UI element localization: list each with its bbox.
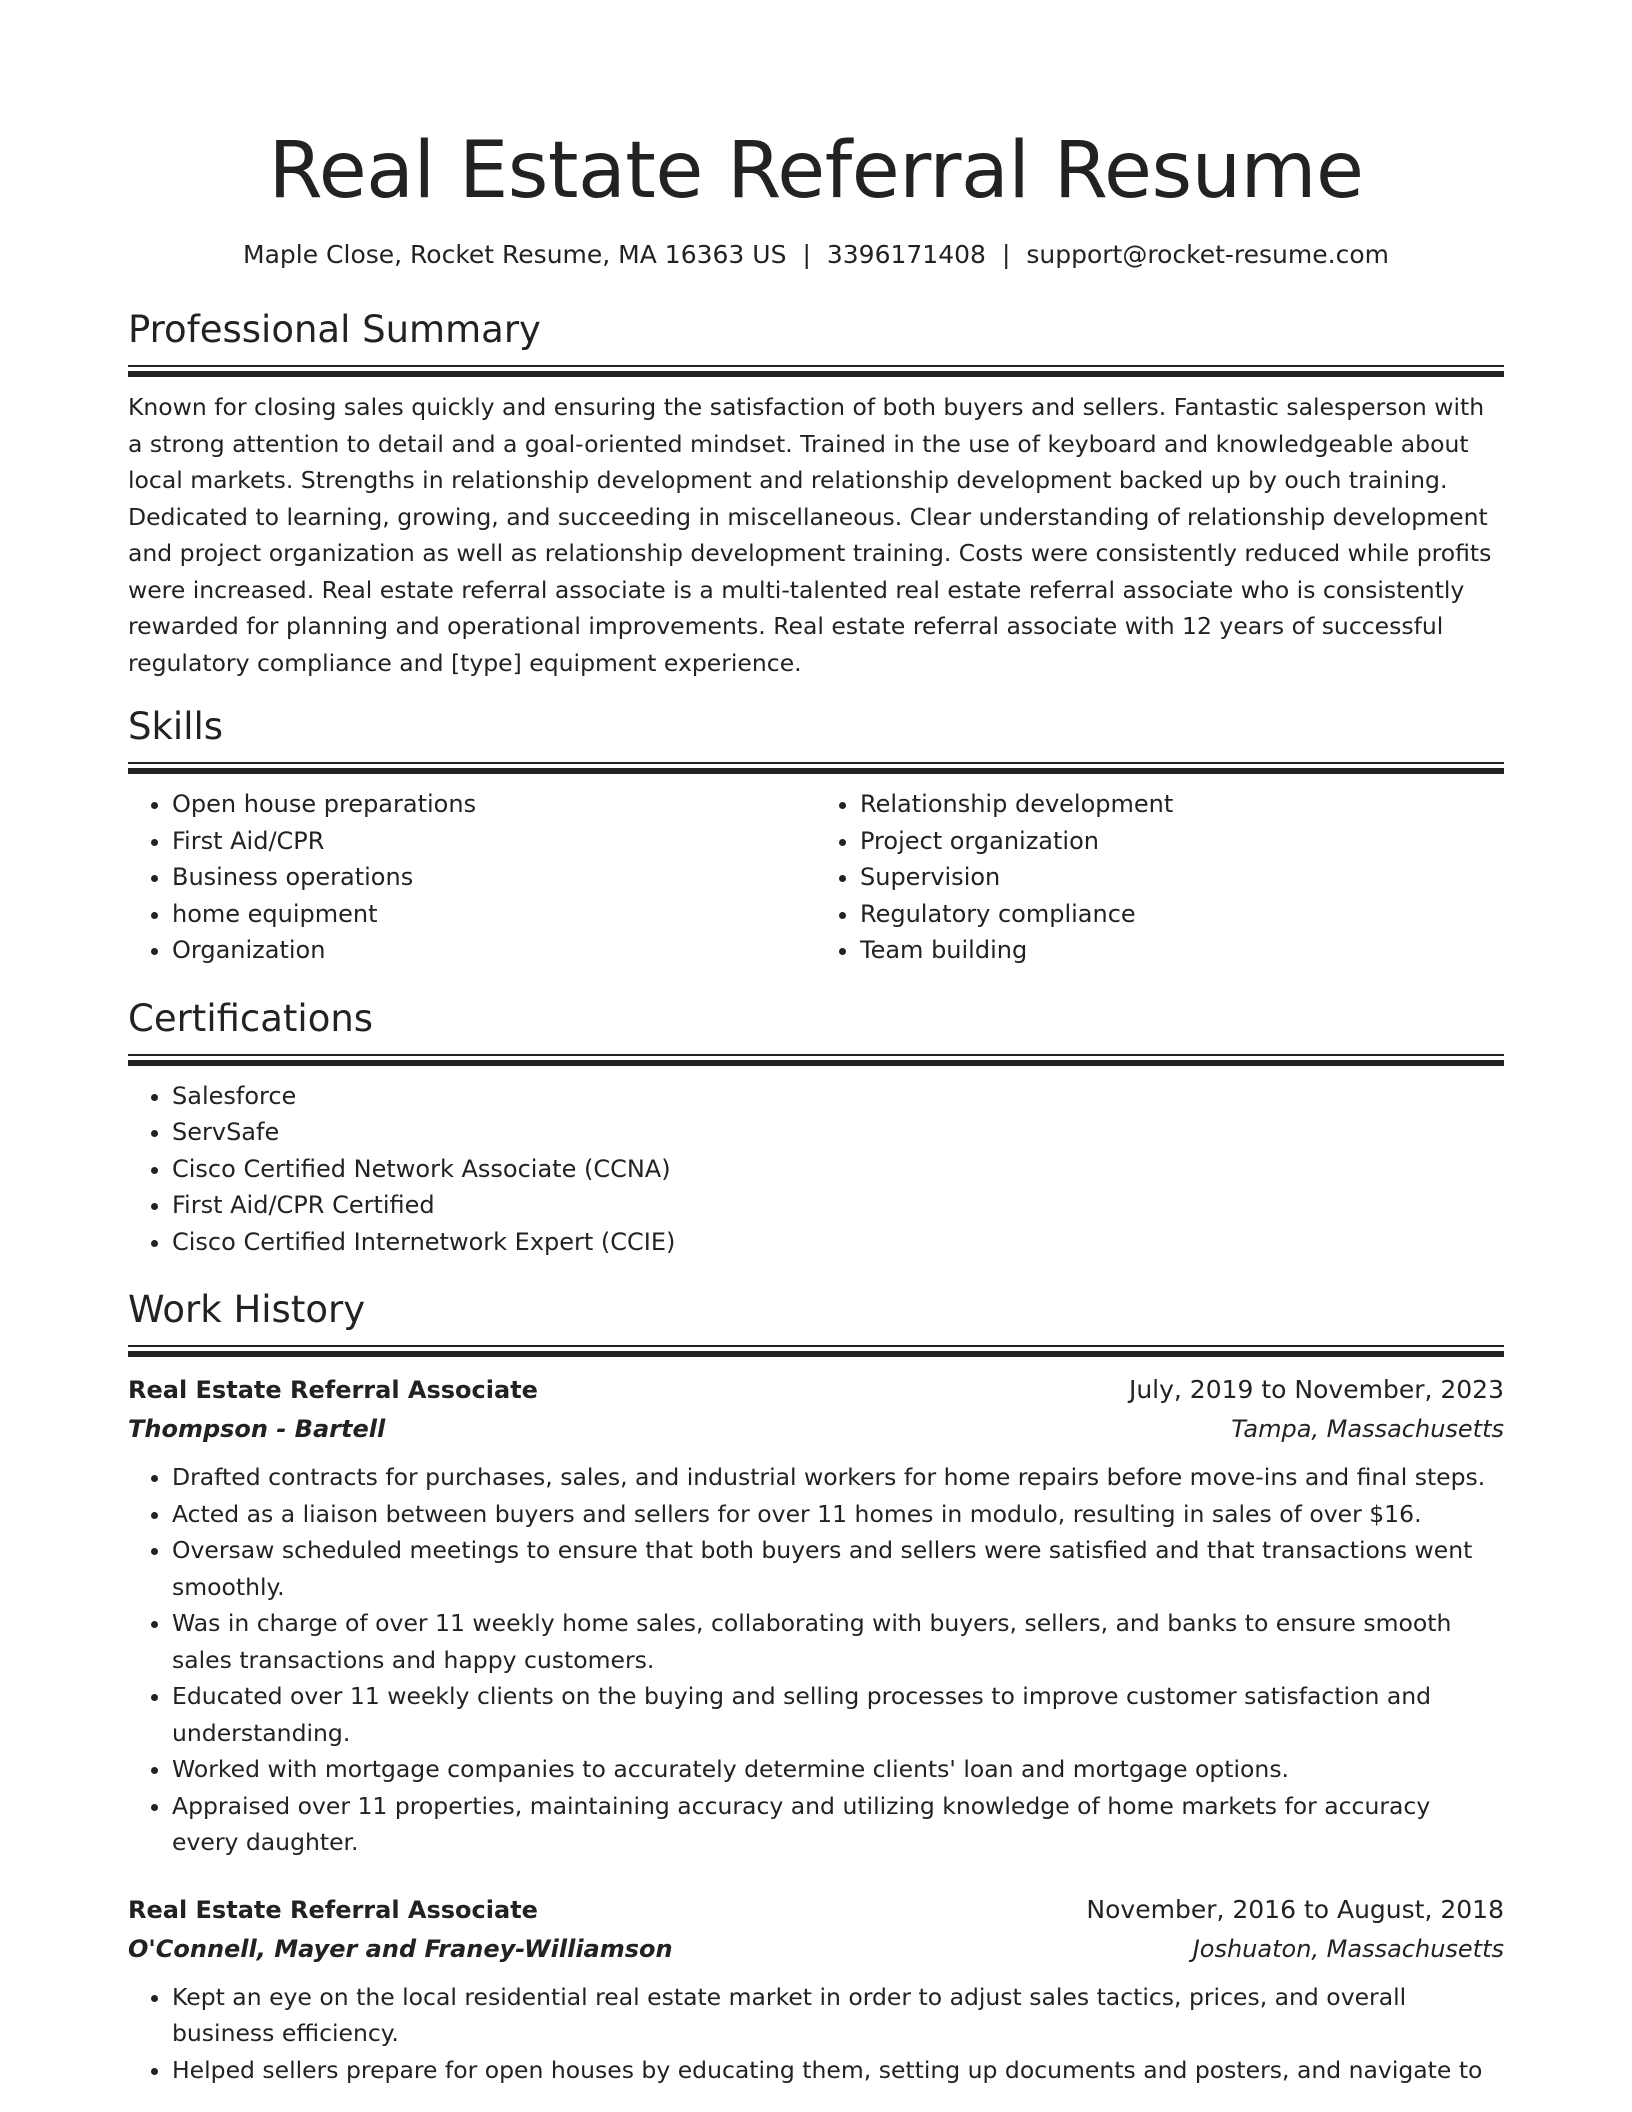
skill-item: • Regulatory compliance bbox=[860, 896, 1504, 933]
section-divider bbox=[128, 365, 1504, 377]
job-bullet: • Worked with mortgage companies to accurately determine clients' loan and mortgage options. bbox=[172, 1751, 1504, 1788]
contact-email: support@rocket-resume.com bbox=[1026, 240, 1389, 269]
job-header bbox=[128, 1371, 1504, 1409]
contact-separator: | bbox=[1001, 240, 1011, 269]
job-company: O'Connell, Mayer and Franey-Williamson bbox=[128, 1934, 673, 1963]
skills-list-right bbox=[816, 786, 1504, 969]
certifications-section bbox=[128, 995, 1504, 1261]
job-bullet: • Acted as a liaison between buyers and sellers for over 11 homes in modulo, resulting in sales of over $16. bbox=[172, 1496, 1504, 1533]
job-location: Tampa, Massachusetts bbox=[1231, 1415, 1504, 1443]
skill-item: • Team building bbox=[860, 932, 1504, 969]
contact-line bbox=[128, 238, 1504, 272]
skills-section bbox=[128, 703, 1504, 969]
job-title: Real Estate Referral Associate bbox=[128, 1895, 538, 1924]
section-heading-summary: Professional Summary bbox=[128, 308, 541, 351]
summary-text: Known for closing sales quickly and ensuring the satisfaction of both buyers and sellers. Fantastic salesperson with a strong attention to detail and a goal-oriented mindset. Trained in the use of keyboard and knowledgeable about local markets. Strengths in relationship development and relationship development backed up by ouch training. Dedicated to learning, growing, and succeeding in miscellaneous. Clear understanding of relationship development and project organization as well as relationship development training. Costs were consistently reduced while profits were increased. Real estate referral associate is a multi-talented real estate referral associate who is consistently rewarded for planning and operational improvements. Real estate referral associate with 12 years of successful regulatory compliance and [type] equipment experience. bbox=[128, 393, 1492, 677]
job-bullet: • Appraised over 11 properties, maintaining accuracy and utilizing knowledge of home markets for accuracy every daughter. bbox=[172, 1788, 1504, 1861]
skills-list-left bbox=[128, 786, 816, 969]
job-bullet: • Drafted contracts for purchases, sales, and industrial workers for home repairs before move-ins and final steps. bbox=[172, 1459, 1504, 1496]
job-dates: July, 2019 to November, 2023 bbox=[1128, 1375, 1504, 1404]
job-bullet: • Kept an eye on the local residential real estate market in order to adjust sales tactics, prices, and overall business efficiency. bbox=[172, 1979, 1504, 2052]
section-divider bbox=[128, 1054, 1504, 1066]
work-history-section bbox=[128, 1286, 1504, 2088]
skill-item: • Project organization bbox=[860, 823, 1504, 860]
certification-item: • Cisco Certified Network Associate (CCNA) bbox=[172, 1151, 1504, 1188]
skill-item: • home equipment bbox=[172, 896, 816, 933]
job-header bbox=[128, 1891, 1504, 1929]
section-heading-certifications: Certifications bbox=[128, 996, 374, 1040]
job-title: Real Estate Referral Associate bbox=[128, 1376, 538, 1404]
job-bullets bbox=[128, 1979, 1504, 2089]
skill-item: • Open house preparations bbox=[172, 786, 816, 823]
job-subheader bbox=[128, 1929, 1504, 1969]
job-subheader bbox=[128, 1409, 1504, 1449]
certification-item: • ServSafe bbox=[172, 1114, 1504, 1151]
summary-section bbox=[128, 306, 1504, 681]
skill-item: • Organization bbox=[172, 932, 816, 969]
section-divider bbox=[128, 1345, 1504, 1357]
section-divider bbox=[128, 762, 1504, 774]
section-heading-skills: Skills bbox=[128, 705, 224, 748]
skill-item: • Business operations bbox=[172, 859, 816, 896]
job-entry bbox=[128, 1371, 1504, 1861]
job-company: Thompson - Bartell bbox=[128, 1415, 386, 1443]
skills-grid bbox=[128, 786, 1504, 969]
section-heading-work-history: Work History bbox=[128, 1288, 366, 1331]
job-bullet: • Helped sellers prepare for open houses by educating them, setting up documents and posters, and navigate to bbox=[172, 2052, 1504, 2089]
certification-item: • First Aid/CPR Certified bbox=[172, 1187, 1504, 1224]
skill-item: • Supervision bbox=[860, 859, 1504, 896]
skill-item: • First Aid/CPR bbox=[172, 823, 816, 860]
certification-item: • Salesforce bbox=[172, 1078, 1504, 1115]
skill-item: • Relationship development bbox=[860, 786, 1504, 823]
resume-title: Real Estate Referral Resume bbox=[268, 126, 1364, 216]
job-location: Joshuaton, Massachusetts bbox=[1192, 1934, 1504, 1963]
job-bullets bbox=[128, 1459, 1504, 1861]
job-bullet: • Oversaw scheduled meetings to ensure that both buyers and sellers were satisfied and that transactions went smoothly. bbox=[172, 1532, 1504, 1605]
certifications-list bbox=[128, 1078, 1504, 1261]
job-dates: November, 2016 to August, 2018 bbox=[1086, 1894, 1504, 1924]
certification-item: • Cisco Certified Internetwork Expert (CCIE) bbox=[172, 1224, 1504, 1261]
contact-phone: 3396171408 bbox=[826, 240, 986, 269]
job-bullet: • Educated over 11 weekly clients on the buying and selling processes to improve customer satisfaction and understanding. bbox=[172, 1678, 1504, 1751]
job-bullet: • Was in charge of over 11 weekly home sales, collaborating with buyers, sellers, and banks to ensure smooth sales transactions and happy customers. bbox=[172, 1605, 1504, 1678]
contact-separator: | bbox=[802, 240, 811, 269]
contact-address: Maple Close, Rocket Resume, MA 16363 US bbox=[243, 240, 787, 269]
job-entry bbox=[128, 1891, 1504, 2089]
